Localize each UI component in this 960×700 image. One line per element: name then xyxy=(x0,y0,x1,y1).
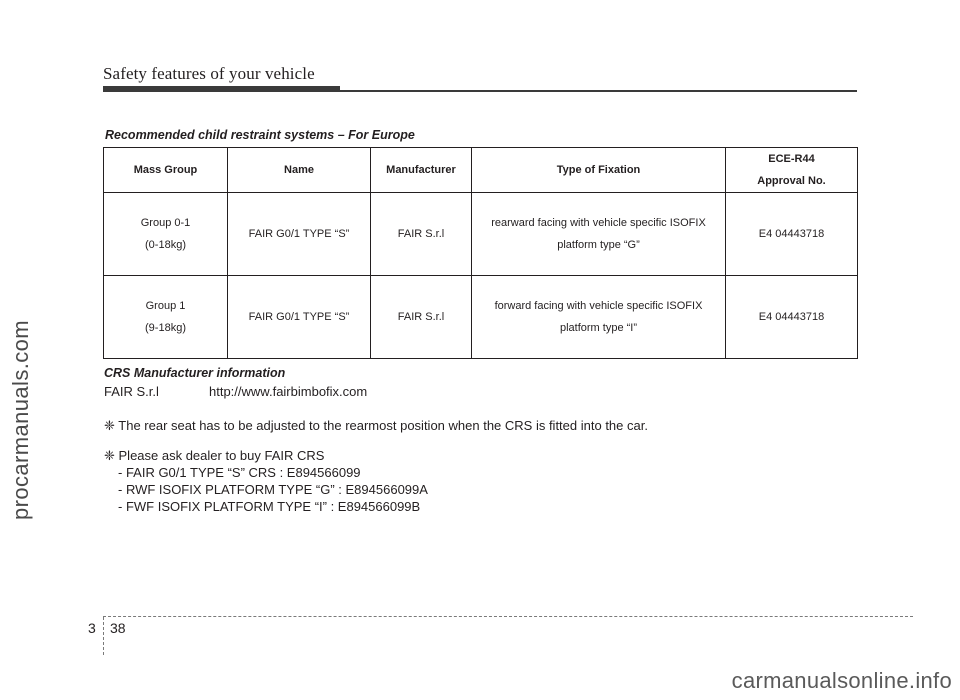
mass-range-label: (0-18kg) xyxy=(145,239,186,251)
header-name: Name xyxy=(228,148,371,193)
chapter-number: 3 xyxy=(88,620,96,636)
cell-mass-group xyxy=(104,276,228,359)
cell-manufacturer: FAIR S.r.l xyxy=(371,276,472,359)
cell-mass-group xyxy=(104,193,228,276)
manufacturer-info-title: CRS Manufacturer information xyxy=(104,366,286,380)
mass-group-label: Group 0-1 xyxy=(140,217,191,229)
mass-range-label: (9-18kg) xyxy=(145,322,186,334)
fixation-line2: platform type “I” xyxy=(559,322,638,334)
cell-name: FAIR G0/1 TYPE “S” xyxy=(228,193,371,276)
table-header-row xyxy=(104,148,858,193)
list-item: - FWF ISOFIX PLATFORM TYPE “I” : E894566099B xyxy=(118,499,421,514)
footer-divider xyxy=(103,616,913,617)
fixation-line2: platform type “G” xyxy=(557,239,640,251)
header-fixation: Type of Fixation xyxy=(472,148,726,193)
header-approval xyxy=(726,148,858,193)
section-title: Recommended child restraint systems – For Europe xyxy=(105,128,415,142)
table-row xyxy=(104,193,858,276)
cell-fixation xyxy=(472,276,726,359)
list-item: - FAIR G0/1 TYPE “S” CRS : E894566099 xyxy=(118,465,361,480)
page-number: 38 xyxy=(110,620,126,636)
cell-approval: E4 04443718 xyxy=(726,276,858,359)
page-header-title: Safety features of your vehicle xyxy=(103,64,315,83)
mass-group-label: Group 1 xyxy=(145,300,186,312)
note-rear-seat: ❈ The rear seat has to be adjusted to the rearmost position when the CRS is fitted into the car. xyxy=(104,418,648,433)
cell-fixation xyxy=(472,193,726,276)
cell-approval: E4 04443718 xyxy=(726,193,858,276)
footer-vertical-divider xyxy=(103,617,104,655)
fixation-line1: rearward facing with vehicle specific ISOFIX xyxy=(491,217,706,229)
cell-name: FAIR G0/1 TYPE “S” xyxy=(228,276,371,359)
manufacturer-company: FAIR S.r.l xyxy=(104,384,159,399)
header-approval-line2: Approval No. xyxy=(757,175,826,187)
list-item: - RWF ISOFIX PLATFORM TYPE “G” : E894566099A xyxy=(118,482,428,497)
crs-table xyxy=(103,147,858,359)
header-manufacturer: Manufacturer xyxy=(371,148,472,193)
manufacturer-url: http://www.fairbimbofix.com xyxy=(209,384,368,399)
manufacturer-info-line xyxy=(104,384,368,399)
watermark-bottom: carmanualsonline.info xyxy=(731,668,952,693)
watermark-left: procarmanuals.com xyxy=(8,320,33,520)
note-ask-dealer: ❈ Please ask dealer to buy FAIR CRS xyxy=(104,448,325,463)
header-mass-group: Mass Group xyxy=(104,148,228,193)
header-rule xyxy=(103,90,857,92)
part-number-list xyxy=(118,464,428,515)
cell-manufacturer: FAIR S.r.l xyxy=(371,193,472,276)
header-approval-line1: ECE-R44 xyxy=(768,153,815,165)
fixation-line1: forward facing with vehicle specific ISOFIX xyxy=(494,300,703,312)
table-row xyxy=(104,276,858,359)
